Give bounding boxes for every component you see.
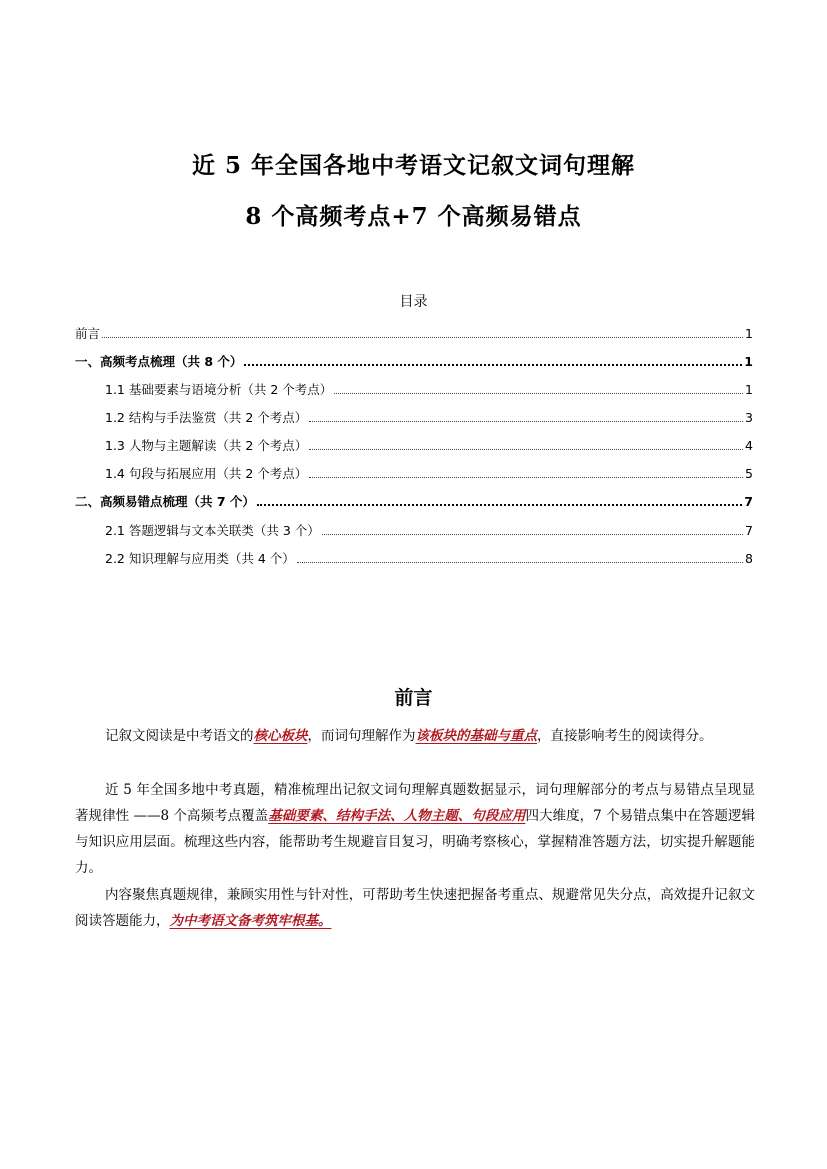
toc-entry-2-2[interactable] [105, 547, 753, 567]
toc-leader-dots [309, 476, 743, 478]
toc-entry-1-3[interactable] [105, 434, 753, 454]
highlighted-phrase: 基础要素、结构手法、人物主题、句段应用 [268, 808, 526, 824]
toc-entry-1-2[interactable] [105, 406, 753, 426]
document-title-line1: 近 5 年全国各地中考语文记叙文词句理解 [191, 152, 636, 179]
toc-leader-dots [309, 420, 743, 422]
toc-entry-label: 1.4 句段与拓展应用（共 2 个考点） [105, 466, 308, 481]
highlighted-phrase: 核心板块 [253, 728, 308, 744]
toc-leader-dots [244, 363, 742, 366]
toc-page-number: 4 [745, 438, 753, 453]
toc-page-number: 3 [745, 410, 753, 425]
toc-entry-section-2[interactable] [75, 490, 753, 510]
toc-leader-dots [322, 533, 743, 535]
toc-entry-label: 2.1 答题逻辑与文本关联类（共 3 个） [105, 523, 320, 538]
toc-entry-section-1[interactable] [75, 350, 753, 370]
toc-entry-label: 二、高频易错点梳理（共 7 个） [75, 494, 255, 509]
text-run: ，直接影响考生的阅读得分。 [537, 728, 713, 744]
text-run: 内容聚焦真题规律，兼顾实用性与针对性，可帮助考生快速把握备考重点、规避常见失分点，高效提升记叙文阅读答题能力， [75, 887, 755, 929]
toc-page-number: 7 [745, 523, 753, 538]
toc-entry-preface[interactable] [75, 322, 753, 342]
text-run: 记叙文阅读是中考语文的 [105, 728, 254, 744]
text-run: 近 5 年全国多地中考真题，精准梳理出记叙文词句理解真题数据显示，词句理解部分的考点与易错点呈现显著规律性 ——8 个高频考点覆盖 [75, 782, 755, 824]
toc-entry-1-4[interactable] [105, 462, 753, 482]
toc-entry-label: 一、高频考点梳理（共 8 个） [75, 354, 243, 369]
toc-entry-label: 2.2 知识理解与应用类（共 4 个） [105, 551, 295, 566]
toc-entry-label: 1.2 结构与手法鉴赏（共 2 个考点） [105, 410, 308, 425]
toc-entry-2-1[interactable] [105, 519, 753, 539]
preface-paragraph-2 [75, 777, 755, 881]
text-run: ，而词句理解作为 [307, 728, 416, 744]
toc-leader-dots [297, 561, 743, 563]
highlighted-phrase: 该板块的基础与重点 [415, 728, 537, 744]
toc-page-number: 7 [744, 494, 753, 509]
toc-page-number: 1 [745, 326, 753, 341]
toc-page-number: 8 [745, 551, 753, 566]
toc-entry-label: 1.3 人物与主题解读（共 2 个考点） [105, 438, 308, 453]
document-title-line2: 8 个高频考点+7 个高频易错点 [245, 203, 582, 230]
toc-entry-label: 1.1 基础要素与语境分析（共 2 个考点） [105, 382, 333, 397]
toc-entry-1-1[interactable] [105, 378, 753, 398]
toc-entry-label: 前言 [75, 326, 101, 341]
toc-leader-dots [102, 336, 743, 338]
toc-leader-dots [257, 503, 742, 506]
preface-paragraph-1 [75, 723, 755, 749]
preface-paragraph-3 [75, 882, 755, 934]
toc-heading: 目录 [399, 294, 428, 310]
toc-page-number: 1 [744, 354, 753, 369]
toc-leader-dots [334, 392, 743, 394]
preface-heading: 前言 [394, 687, 433, 709]
highlighted-phrase: 为中考语文备考筑牢根基。 [169, 913, 332, 929]
toc-leader-dots [309, 448, 743, 450]
toc-page-number: 1 [745, 382, 753, 397]
text-run: 四大维度，7 个易错点集中在答题逻辑与知识应用层面。梳理这些内容，能帮助考生规避盲目复习，明确考察核心，掌握精准答题方法，切实提升解题能力。 [75, 808, 756, 876]
toc-page-number: 5 [745, 466, 753, 481]
